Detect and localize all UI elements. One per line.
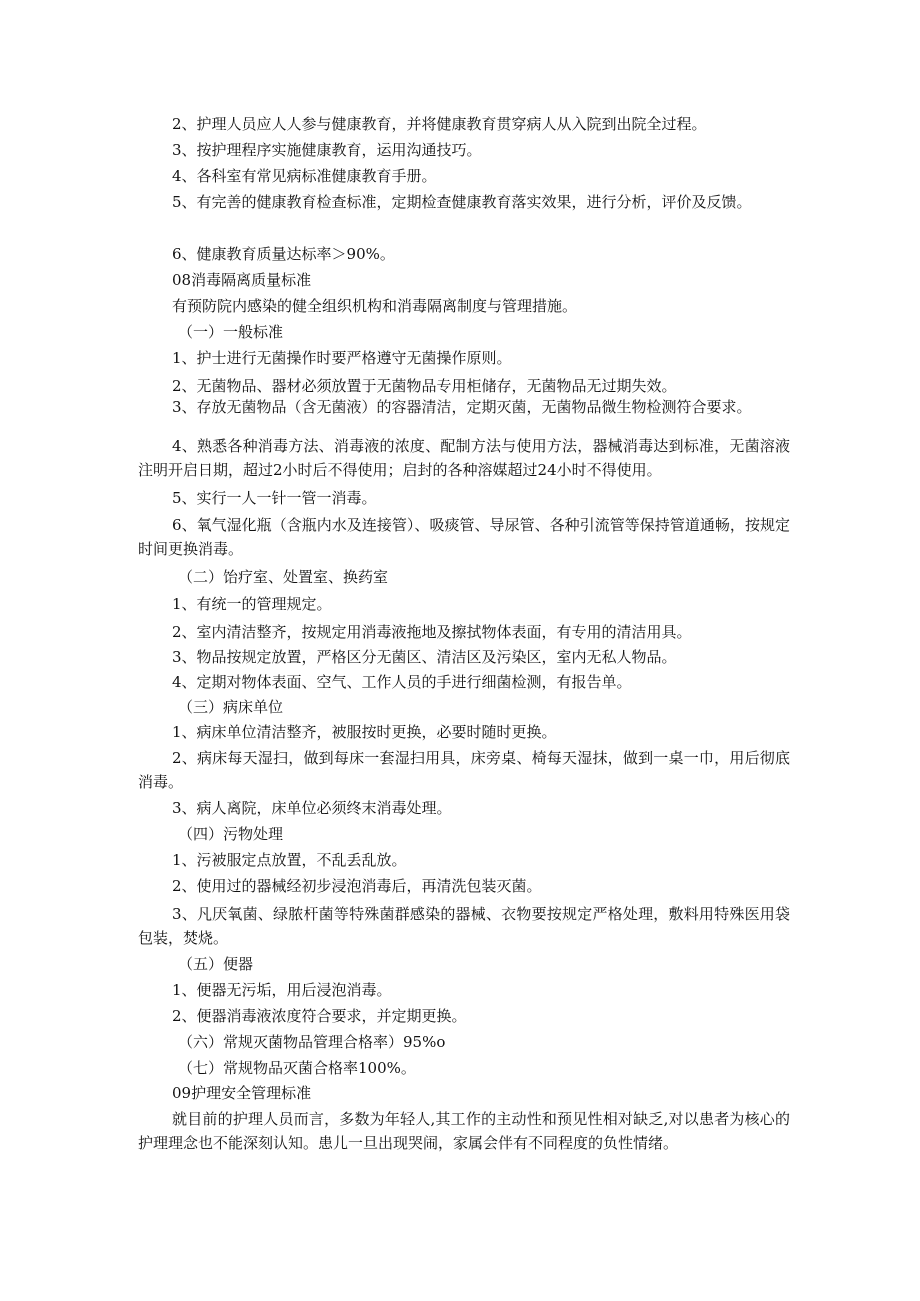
paragraph: 2、护理人员应人人参与健康教育，并将健康教育贯穿病人从入院到出院全过程。 [172, 115, 707, 133]
paragraph: 就目前的护理人员而言，多数为年轻人,其工作的主动性和预见性相对缺乏,对以患者为核心的护理理念也不能深刻认知。患儿一旦出现哭闹，家属会伴有不同程度的负性情绪。 [138, 1110, 790, 1152]
paragraph: 3、凡厌氧菌、绿脓杆菌等特殊菌群感染的器械、衣物要按规定严格处理，敷料用特殊医用袋包装，焚烧。 [138, 905, 790, 947]
paragraph: 1、护士进行无菌操作时要严格遵守无菌操作原则。 [172, 349, 512, 367]
section-heading: 08消毒隔离质量标准 [172, 271, 312, 289]
subsection-heading: （六）常规灭菌物品管理合格率）95%o [178, 1033, 446, 1051]
paragraph: 2、使用过的器械经初步浸泡消毒后，再清洗包装灭菌。 [172, 877, 542, 895]
paragraph: 3、物品按规定放置，严格区分无菌区、清洁区及污染区，室内无私人物品。 [172, 648, 677, 666]
paragraph: 1、污被服定点放置，不乱丢乱放。 [172, 851, 407, 869]
paragraph: 5、实行一人一针一管一消毒。 [172, 489, 377, 507]
paragraph: 4、各科室有常见病标准健康教育手册。 [172, 167, 437, 185]
subsection-heading: （一）一般标准 [178, 323, 284, 341]
paragraph: 6、氧气湿化瓶（含瓶内水及连接管）、吸痰管、导尿管、各种引流管等保持管道通畅，按规定时间更换消毒。 [138, 516, 790, 558]
paragraph: 3、病人离院，床单位必须终末消毒处理。 [172, 799, 452, 817]
paragraph: 4、熟悉各种消毒方法、消毒液的浓度、配制方法与使用方法，器械消毒达到标准，无菌溶液注明开启日期，超过2小时后不得使用；启封的各种溶媒超过24小时不得使用。 [138, 437, 790, 479]
paragraph: 有预防院内感染的健全组织机构和消毒隔离制度与管理措施。 [172, 297, 578, 315]
paragraph: 2、室内清洁整齐，按规定用消毒液拖地及擦拭物体表面，有专用的清洁用具。 [172, 623, 692, 641]
paragraph: 3、按护理程序实施健康教育，运用沟通技巧。 [172, 141, 482, 159]
section-heading: 09护理安全管理标准 [172, 1084, 312, 1102]
paragraph: 4、定期对物体表面、空气、工作人员的手进行细菌检测，有报告单。 [172, 673, 632, 691]
subsection-heading: （五）便器 [178, 955, 254, 973]
paragraph: 2、无菌物品、器材必须放置于无菌物品专用柜储存，无菌物品无过期失效。 [172, 377, 677, 395]
subsection-heading: （四）污物处理 [178, 825, 284, 843]
paragraph: 1、有统一的管理规定。 [172, 595, 332, 613]
subsection-heading: （三）病床单位 [178, 698, 284, 716]
paragraph: 1、便器无污垢，用后浸泡消毒。 [172, 981, 392, 999]
subsection-heading: （二）饴疗室、处置室、换药室 [178, 568, 389, 586]
paragraph: 3、存放无菌物品（含无菌液）的容器清洁，定期灭菌，无菌物品微生物检测符合要求。 [172, 398, 752, 416]
subsection-heading: （七）常规物品灭菌合格率100%。 [178, 1059, 416, 1077]
paragraph: 5、有完善的健康教育检查标准，定期检查健康教育落实效果，进行分析，评价及反馈。 [172, 193, 752, 211]
paragraph: 2、病床每天湿扫，做到每床一套湿扫用具，床旁桌、椅每天湿抹，做到一桌一巾，用后彻底消毒。 [138, 749, 790, 791]
paragraph: 6、健康教育质量达标率＞90%。 [172, 245, 395, 263]
paragraph: 2、便器消毒液浓度符合要求，并定期更换。 [172, 1007, 467, 1025]
paragraph: 1、病床单位清洁整齐，被服按时更换，必要时随时更换。 [172, 723, 557, 741]
